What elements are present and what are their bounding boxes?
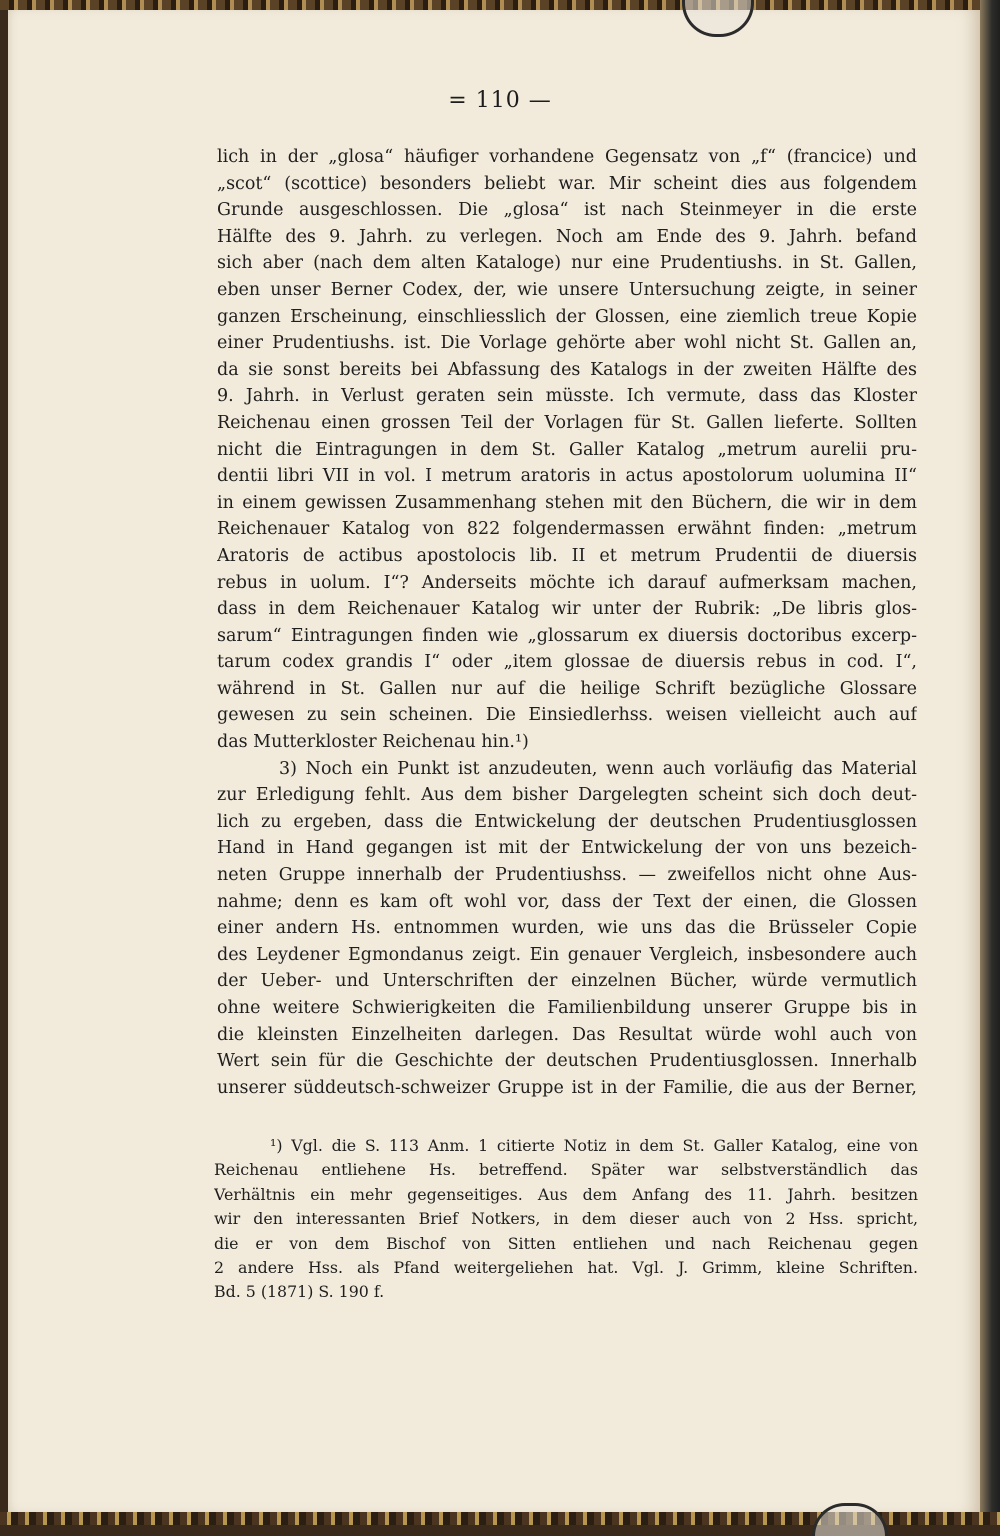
body-line: in einem gewissen Zusammenhang stehen mit den Büchern, die wir in dem [217,492,917,513]
footnote-line: Verhältnis ein mehr gegenseitiges. Aus dem Anfang des 11. Jahrh. besitzen [214,1184,918,1204]
body-line: einer Prudentiushs. ist. Die Vorlage gehörte aber wohl nicht St. Gallen an, [217,333,917,354]
body-line: Reichenauer Katalog von 822 folgendermassen erwähnt finden: „metrum [217,519,917,540]
body-line: Reichenau einen grossen Teil der Vorlagen für St. Gallen lieferte. Sollten [217,412,917,433]
body-line: dass in dem Reichenauer Katalog wir unter der Rubrik: „De libris glos- [217,599,917,620]
body-line: tarum codex grandis I“ oder „item glossae de diuersis rebus in cod. I“, [217,652,917,673]
body-line: „scot“ (scottice) besonders beliebt war. Mir scheint dies aus folgendem [217,173,917,194]
footnote-line: ¹) Vgl. die S. 113 Anm. 1 citierte Notiz in dem St. Galler Katalog, eine von [270,1136,918,1155]
body-line: ganzen Erscheinung, einschliesslich der Glossen, eine ziemlich treue Kopie [217,306,917,327]
body-line: neten Gruppe innerhalb der Prudentiushss. — zweifellos nicht ohne Aus- [217,865,917,886]
body-line: der Ueber- und Unterschriften der einzelnen Bücher, würde vermutlich [217,971,917,992]
footnote-line: die er von dem Bischof von Sitten entliehen und nach Reichenau gegen [214,1233,918,1253]
footnotes [214,1134,918,1305]
body-line: zur Erledigung fehlt. Aus dem bisher Dargelegten scheint sich doch deut- [217,785,917,806]
body-line: Hand in Hand gegangen ist mit der Entwickelung der von uns bezeich- [217,838,917,859]
book-edge-top [0,0,1000,10]
body-line: Wert sein für die Geschichte der deutschen Prudentiusglossen. Innerhalb [217,1051,917,1072]
page-number: = 110 — [448,88,552,113]
body-line: eben unser Berner Codex, der, wie unsere Untersuchung zeigte, in seiner [217,279,917,300]
body-line: Hälfte des 9. Jahrh. zu verlegen. Noch am Ende des 9. Jahrh. befand [217,226,917,247]
body-line: dentii libri VII in vol. I metrum aratoris in actus apostolorum uolumina II“ [217,466,917,487]
book-edge-right [980,0,1000,1525]
body-line: sich aber (nach dem alten Kataloge) nur eine Prudentiushs. in St. Gallen, [217,253,917,274]
footnote-line: 2 andere Hss. als Pfand weitergeliehen hat. Vgl. J. Grimm, kleine Schriften. [214,1257,918,1277]
body-line: da sie sonst bereits bei Abfassung des Katalogs in der zweiten Hälfte des [217,359,917,380]
body-line: rebus in uolum. I“? Anderseits möchte ich darauf aufmerksam machen, [217,572,917,593]
body-line: einer andern Hs. entnommen wurden, wie uns das die Brüsseler Copie [217,918,917,939]
body-line: 3) Noch ein Punkt ist anzudeuten, wenn auch vorläufig das Material [279,758,917,779]
body-line: gewesen zu sein scheinen. Die Einsiedlerhss. weisen vielleicht auch auf [217,705,917,726]
body-line: während in St. Gallen nur auf die heilige Schrift bezügliche Glossare [217,678,917,699]
body-line: lich zu ergeben, dass die Entwickelung der deutschen Prudentiusglossen [217,811,917,832]
body-line: 9. Jahrh. in Verlust geraten sein müsste. Ich vermute, dass das Kloster [217,386,917,407]
body-line: das Mutterkloster Reichenau hin.¹) [217,732,529,753]
body-line: lich in der „glosa“ häufiger vorhandene Gegensatz von „f“ (francice) und [217,147,917,167]
body-line: Grunde ausgeschlossen. Die „glosa“ ist nach Steinmeyer in die erste [217,200,917,221]
body-line: ohne weitere Schwierigkeiten die Familienbildung unserer Gruppe bis in [217,998,917,1018]
body-text [217,144,917,1101]
body-line: nahme; denn es kam oft wohl vor, dass der Text der einen, die Glossen [217,891,917,912]
footnote-line: Bd. 5 (1871) S. 190 f. [214,1282,385,1302]
body-line: die kleinsten Einzelheiten darlegen. Das Resultat würde wohl auch von [217,1024,917,1045]
body-line: unserer süddeutsch-schweizer Gruppe ist in der Familie, die aus der Berner, [217,1077,917,1098]
body-line: nicht die Eintragungen in dem St. Galler Katalog „metrum aurelii pru- [217,439,917,460]
body-line: des Leydener Egmondanus zeigt. Ein genauer Vergleich, insbesondere auch [217,944,917,965]
body-line: Aratoris de actibus apostolocis lib. II et metrum Prudentii de diuersis [217,545,917,566]
footnote-line: Reichenau entliehene Hs. betreffend. Später war selbstverständlich das [214,1160,918,1180]
body-line: sarum“ Eintragungen finden wie „glossarum ex diuersis doctoribus excerp- [217,625,917,646]
footnote-line: wir den interessanten Brief Notkers, in dem dieser auch von 2 Hss. spricht, [214,1209,918,1229]
